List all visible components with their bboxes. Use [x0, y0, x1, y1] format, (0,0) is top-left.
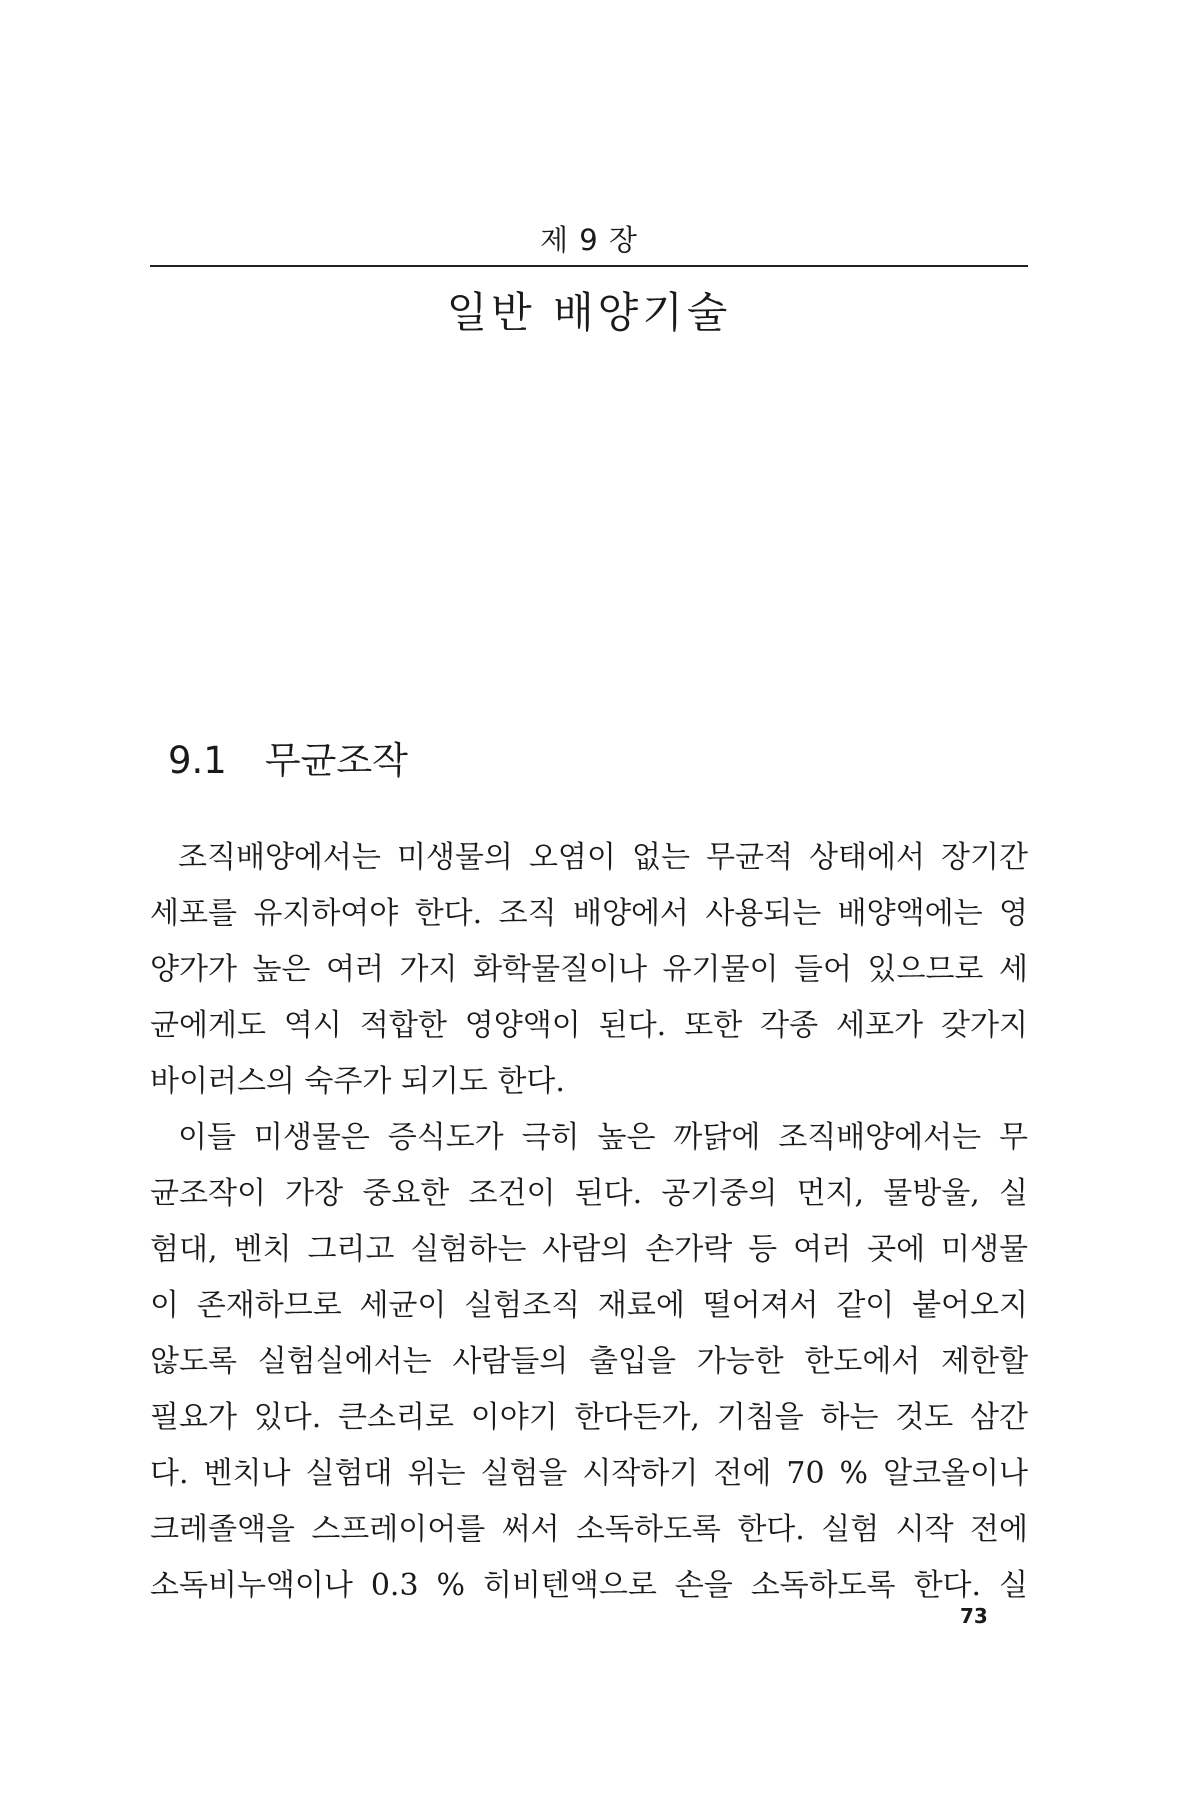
section-title: 무균조작 [264, 739, 408, 782]
paragraph-line: 조직배양에서는 미생물의 오염이 없는 무균적 상태에서 장기간 [178, 840, 1028, 875]
paragraph-line: 이들 미생물은 증식도가 극히 높은 까닭에 조직배양에서는 무 [178, 1120, 1028, 1155]
paragraph-line: 필요가 있다. 큰소리로 이야기 한다든가, 기침을 하는 것도 삼간 [150, 1400, 1028, 1435]
body-text [150, 830, 1028, 1614]
page-number: 73 [960, 1604, 988, 1628]
paragraph-line: 험대, 벤치 그리고 실험하는 사람의 손가락 등 여러 곳에 미생물 [150, 1232, 1028, 1267]
chapter-title: 일반 배양기술 [446, 288, 732, 337]
paragraph-line: 다. 벤치나 실험대 위는 실험을 시작하기 전에 70 % 알코올이나 [150, 1456, 1028, 1491]
paragraph-line: 바이러스의 숙주가 되기도 한다. [150, 1064, 565, 1099]
chapter-label: 제 9 장 [540, 223, 638, 257]
paragraph-line: 양가가 높은 여러 가지 화학물질이나 유기물이 들어 있으므로 세 [150, 952, 1028, 987]
chapter-divider [150, 265, 1028, 267]
paragraph-line: 세포를 유지하여야 한다. 조직 배양에서 사용되는 배양액에는 영 [150, 896, 1028, 931]
paragraph-line: 균에게도 역시 적합한 영양액이 된다. 또한 각종 세포가 갖가지 [150, 1008, 1028, 1043]
section-number: 9.1 [168, 739, 227, 782]
section-heading [168, 730, 408, 784]
paragraph-line: 소독비누액이나 0.3 % 히비텐액으로 손을 소독하도록 한다. 실 [150, 1568, 1028, 1603]
paragraph-line: 균조작이 가장 중요한 조건이 된다. 공기중의 먼지, 물방울, 실 [150, 1176, 1028, 1211]
paragraph-line: 이 존재하므로 세균이 실험조직 재료에 떨어져서 같이 붙어오지 [150, 1288, 1028, 1323]
paragraph-line: 않도록 실험실에서는 사람들의 출입을 가능한 한도에서 제한할 [150, 1344, 1028, 1379]
paragraph-line: 크레졸액을 스프레이어를 써서 소독하도록 한다. 실험 시작 전에 [150, 1512, 1028, 1547]
